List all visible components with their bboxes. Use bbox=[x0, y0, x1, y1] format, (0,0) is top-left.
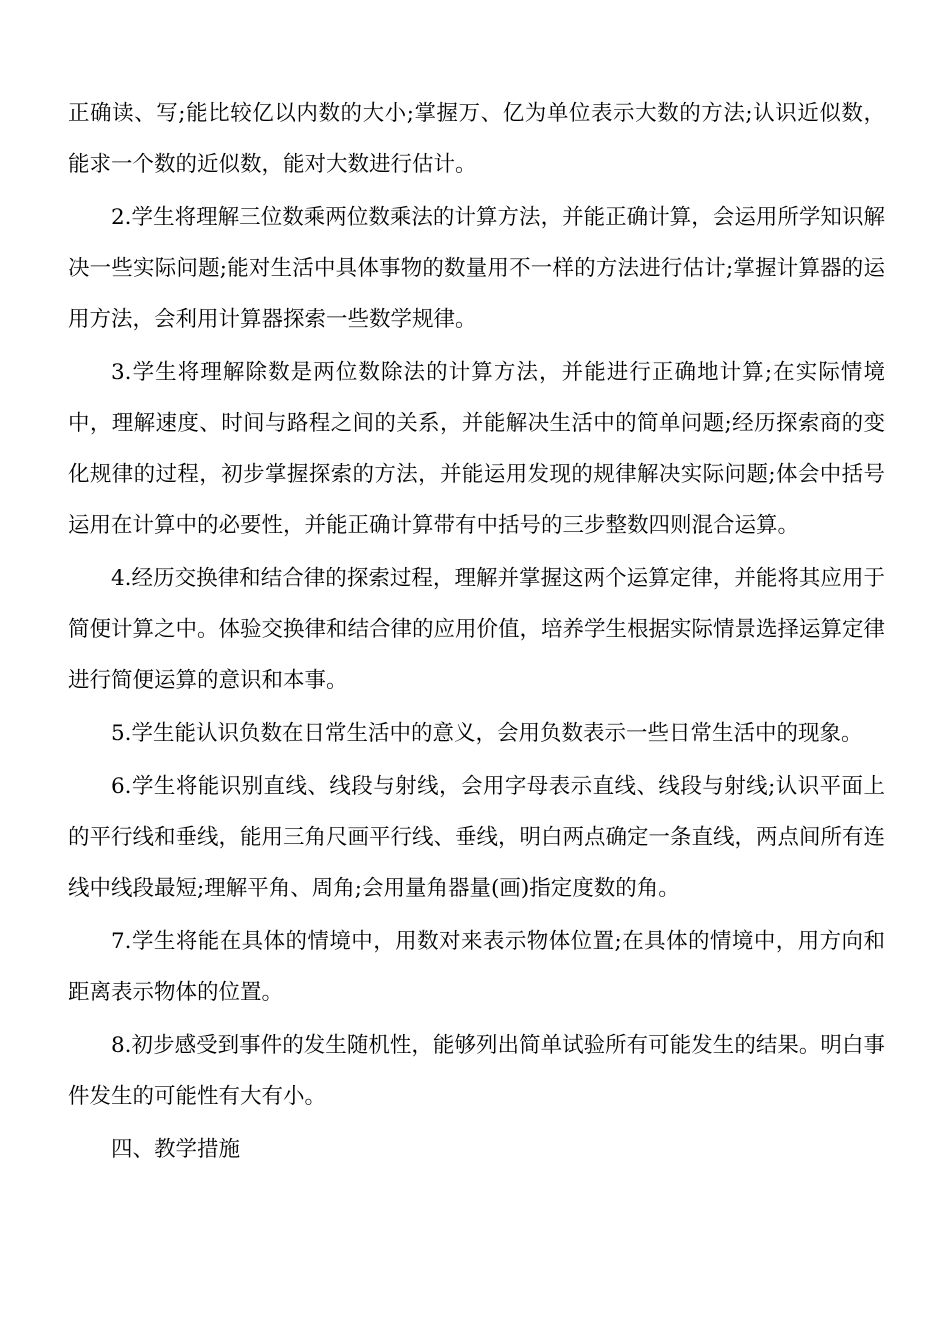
paragraph-item-2: 2.学生将理解三位数乘两位数乘法的计算方法，并能正确计算，会运用所学知识解决一些实际问题;能对生活中具体事物的数量用不一样的方法进行估计;掌握计算器的运用方法，会利用计算器探索一些数学规律。 bbox=[68, 205, 885, 332]
paragraph-item-5: 5.学生能认识负数在日常生活中的意义，会用负数表示一些日常生活中的现象。 bbox=[111, 721, 863, 746]
section-heading: 四、教学措施 bbox=[111, 1137, 241, 1162]
document-page bbox=[68, 88, 885, 1175]
paragraph-item-3: 3.学生将理解除数是两位数除法的计算方法，并能进行正确地计算;在实际情境中，理解速度、时间与路程之间的关系，并能解决生活中的简单问题;经历探索商的变化规律的过程，初步掌握探索的方法，并能运用发现的规律解决实际问题;体会中括号运用在计算中的必要性，并能正确计算带有中括号的三步整数四则混合运算。 bbox=[68, 360, 885, 538]
paragraph-item-7: 7.学生将能在具体的情境中，用数对来表示物体位置;在具体的情境中，用方向和距离表示物体的位置。 bbox=[68, 929, 885, 1005]
paragraph-continuation: 正确读、写;能比较亿以内数的大小;掌握万、亿为单位表示大数的方法;认识近似数，能求一个数的近似数，能对大数进行估计。 bbox=[68, 101, 885, 177]
paragraph-item-8: 8.初步感受到事件的发生随机性，能够列出简单试验所有可能发生的结果。明白事件发生的可能性有大有小。 bbox=[68, 1033, 885, 1109]
paragraph-item-4: 4.经历交换律和结合律的探索过程，理解并掌握这两个运算定律，并能将其应用于简便计算之中。体验交换律和结合律的应用价值，培养学生根据实际情景选择运算定律进行简便运算的意识和本事。 bbox=[68, 566, 886, 693]
paragraph-item-6: 6.学生将能识别直线、线段与射线，会用字母表示直线、线段与射线;认识平面上的平行线和垂线，能用三角尺画平行线、垂线，明白两点确定一条直线，两点间所有连线中线段最短;理解平角、周角;会用量角器量(画)指定度数的角。 bbox=[68, 774, 886, 901]
